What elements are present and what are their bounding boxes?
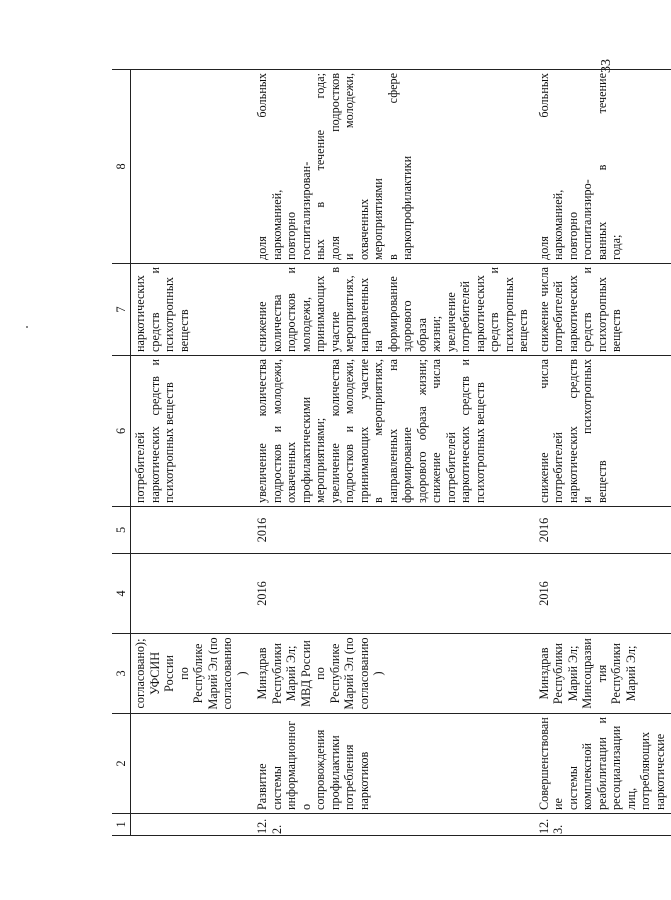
cell-line: потребителей bbox=[443, 432, 458, 503]
cell-line: мероприятиями bbox=[371, 178, 385, 260]
cell-line: УФСИН России bbox=[147, 651, 176, 696]
cell-line: доля больных bbox=[536, 73, 551, 260]
cell-line: количества bbox=[269, 294, 284, 352]
cell-number bbox=[131, 814, 254, 836]
cell-line: Марий Эл; bbox=[565, 645, 580, 702]
cell-indicators bbox=[131, 70, 254, 264]
cell-year-end: 2016 bbox=[535, 507, 671, 554]
table-row bbox=[253, 70, 535, 836]
cell-final-result bbox=[253, 264, 535, 356]
column-header-6: 6 bbox=[112, 356, 131, 507]
column-header-8: 8 bbox=[112, 70, 131, 264]
column-header-2: 2 bbox=[112, 714, 131, 814]
cell-line: профилактическими bbox=[298, 396, 313, 503]
cell-year-start: 2016 bbox=[253, 554, 535, 634]
cell-line: ных в течение года; bbox=[313, 73, 327, 260]
cell-line: и психотропных bbox=[580, 359, 594, 503]
table-header bbox=[112, 70, 131, 836]
cell-line: формирование bbox=[385, 276, 400, 352]
cell-line: по Республике bbox=[176, 643, 205, 704]
cell-line: мероприятиях, bbox=[342, 275, 356, 352]
cell-line: госпитализирован- bbox=[298, 161, 313, 260]
cell-line: веществ bbox=[594, 460, 609, 503]
cell-line: увеличение количества bbox=[255, 359, 269, 503]
cell-line: потребителей bbox=[133, 432, 147, 503]
cell-line: наркоманией, bbox=[551, 189, 565, 260]
cell-line: сопровождения bbox=[313, 729, 327, 810]
cell-line: согласованию) bbox=[356, 637, 385, 710]
cell-line: наркотических bbox=[472, 275, 487, 352]
cell-measure bbox=[535, 714, 671, 814]
cell-indicators bbox=[253, 70, 535, 264]
cell-year-start: 2016 bbox=[535, 554, 671, 634]
cell-line: принимающих bbox=[313, 275, 327, 352]
cell-line: участие в bbox=[327, 267, 342, 352]
cell-line: веществ bbox=[609, 309, 623, 352]
cell-line: наркотиков bbox=[356, 751, 371, 810]
cell-line: средств и bbox=[487, 267, 501, 352]
page-number: 33 bbox=[599, 59, 614, 73]
cell-executors bbox=[131, 634, 254, 714]
cell-measure bbox=[253, 714, 535, 814]
cell-line: потребления bbox=[342, 744, 356, 810]
cell-line: подростков и bbox=[284, 267, 298, 352]
cell-line: подростков и молодежи, bbox=[342, 359, 356, 503]
cell-line: психотропных bbox=[501, 276, 516, 352]
cell-line: наркоманией, bbox=[269, 189, 284, 260]
cell-line: Республики bbox=[551, 642, 565, 705]
cell-line: молодежи, bbox=[298, 296, 313, 352]
cell-indicators bbox=[535, 70, 671, 264]
cell-line: Республики bbox=[609, 642, 623, 705]
cell-line: Марий Эл (по bbox=[205, 637, 220, 710]
cell-line: согласовано); bbox=[133, 638, 147, 709]
cell-line: наркотических средств и bbox=[458, 359, 472, 503]
cell-line: увеличение количества bbox=[327, 359, 342, 503]
cell-line: повторно bbox=[565, 211, 580, 260]
column-header-1: 1 bbox=[112, 814, 131, 836]
cell-line: Минздрав bbox=[255, 647, 269, 700]
cell-line: информационного bbox=[284, 720, 313, 810]
cell-direct-result bbox=[131, 356, 254, 507]
cell-line: потребителей bbox=[458, 281, 472, 352]
cell-line: наркотические bbox=[652, 733, 667, 810]
stray-mark bbox=[26, 326, 28, 328]
cell-line: средств и bbox=[580, 267, 594, 352]
cell-line: Совершенствование bbox=[536, 717, 565, 810]
cell-direct-result bbox=[535, 356, 671, 507]
cell-executors bbox=[535, 634, 671, 714]
cell-line: направленных на bbox=[385, 359, 400, 503]
cell-line: Развитие системы bbox=[255, 763, 284, 810]
cell-line: МВД России по bbox=[298, 640, 327, 707]
cell-line: в мероприятиях, bbox=[371, 359, 385, 503]
cell-line: потребляющих bbox=[638, 731, 652, 810]
cell-line: жизни; bbox=[429, 315, 443, 352]
cell-line: наркотических bbox=[565, 275, 580, 352]
cell-line: веществ bbox=[176, 309, 191, 352]
cell-line: Марий Эл; bbox=[284, 645, 298, 702]
cell-line: повторно bbox=[284, 211, 298, 260]
cell-final-result bbox=[131, 264, 254, 356]
table-body bbox=[131, 70, 671, 836]
cell-line: веществ bbox=[516, 309, 530, 352]
cell-line: наркопрофилактики bbox=[400, 155, 414, 260]
rotated-table-container bbox=[112, 70, 667, 836]
cell-line: охваченных bbox=[284, 441, 298, 503]
cell-line: наркотических bbox=[133, 275, 147, 352]
cell-line: доля подростков bbox=[327, 73, 342, 260]
cell-line: потребителей bbox=[551, 281, 565, 352]
cell-line: наркотических средств и bbox=[147, 359, 162, 503]
cell-line: подростков и молодежи, bbox=[269, 359, 284, 503]
cell-line: мероприятиями; bbox=[313, 417, 327, 503]
cell-line: и молодежи, bbox=[342, 73, 356, 260]
cell-line: Марий Эл (по bbox=[342, 637, 356, 710]
program-measures-table bbox=[112, 69, 671, 836]
cell-line: снижение числа bbox=[429, 359, 443, 503]
column-header-4: 4 bbox=[112, 554, 131, 634]
cell-line: психотропных bbox=[594, 276, 609, 352]
cell-measure bbox=[131, 714, 254, 814]
cell-line: потребителей bbox=[551, 432, 565, 503]
column-header-5: 5 bbox=[112, 507, 131, 554]
table-row bbox=[131, 70, 254, 836]
cell-line: здорового образа жизни; bbox=[414, 359, 429, 503]
cell-line: Марий Эл; bbox=[623, 645, 638, 702]
cell-line: наркотических средств bbox=[565, 359, 580, 503]
cell-year-end bbox=[131, 507, 254, 554]
cell-line: госпитализиро- bbox=[580, 179, 594, 260]
cell-executors bbox=[253, 634, 535, 714]
cell-line: реабилитации и bbox=[594, 717, 609, 810]
cell-line: системы комплексной bbox=[565, 742, 594, 810]
cell-line: снижение bbox=[255, 301, 269, 352]
cell-line: Минсоцразвития bbox=[580, 638, 609, 709]
cell-line: доля больных bbox=[255, 73, 269, 260]
cell-line: здорового образа bbox=[400, 300, 429, 352]
cell-line: принимающих участие bbox=[356, 359, 371, 503]
cell-line: ресоциализации лиц, bbox=[609, 725, 638, 810]
cell-line: снижение числа bbox=[536, 359, 551, 503]
cell-line: охваченных bbox=[356, 198, 371, 260]
cell-line: года; bbox=[609, 234, 623, 260]
column-header-3: 3 bbox=[112, 634, 131, 714]
table-row bbox=[535, 70, 671, 836]
cell-line: Республике bbox=[327, 643, 342, 704]
cell-line: увеличение bbox=[443, 292, 458, 352]
column-header-7: 7 bbox=[112, 264, 131, 356]
cell-line: Минздрав bbox=[536, 647, 551, 700]
cell-final-result bbox=[535, 264, 671, 356]
cell-line: формирование bbox=[400, 427, 414, 503]
cell-line: направленных на bbox=[356, 277, 385, 352]
cell-line: профилактики bbox=[327, 735, 342, 810]
cell-number: 12.3. bbox=[535, 814, 671, 836]
cell-line: средств и bbox=[147, 267, 162, 352]
cell-line: в сфере bbox=[385, 73, 400, 260]
cell-line: Республики bbox=[269, 642, 284, 705]
cell-line: психотропных bbox=[162, 276, 176, 352]
cell-line: психотропных веществ bbox=[472, 382, 487, 503]
cell-number: 12.2. bbox=[253, 814, 535, 836]
cell-year-end: 2016 bbox=[253, 507, 535, 554]
cell-year-start bbox=[131, 554, 254, 634]
cell-line: снижение числа bbox=[536, 267, 551, 352]
cell-line: согласованию) bbox=[220, 637, 249, 710]
cell-line: психотропных веществ bbox=[162, 382, 176, 503]
cell-line: ванных в течение bbox=[594, 73, 609, 260]
cell-direct-result bbox=[253, 356, 535, 507]
